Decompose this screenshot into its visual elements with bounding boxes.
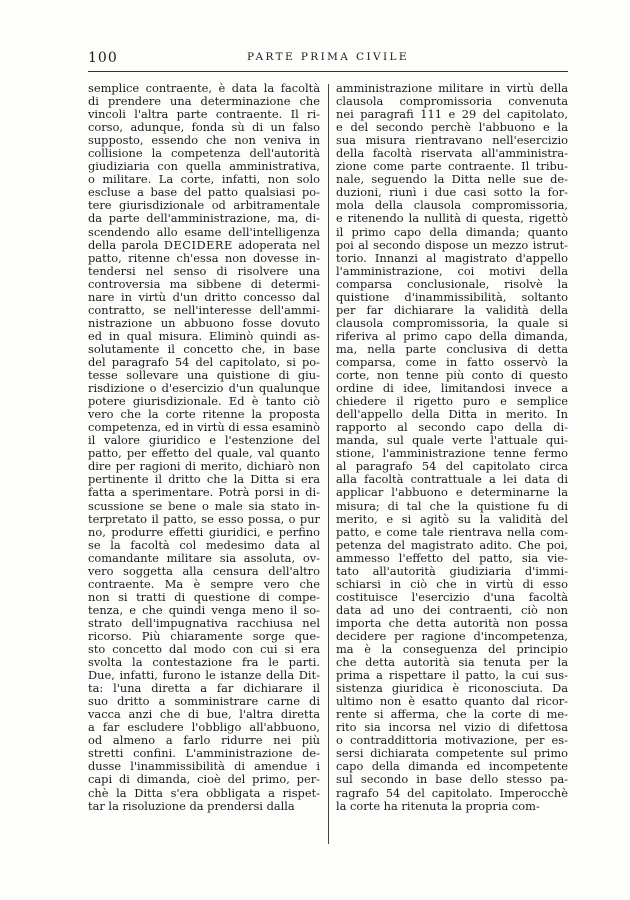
text-line: dusse l'inammissibilità di amendue i — [88, 759, 320, 774]
small-caps-word: DECIDERE — [163, 237, 233, 252]
text-line: comparsa, come in fatto osservò la — [336, 354, 568, 369]
text-line: il valore giuridico e l'estenzione del — [88, 433, 320, 448]
text-line: ordine di idee, limitandosi invece a — [336, 381, 568, 396]
text-line: duzioni, riunì i due casi sotto la for- — [336, 185, 568, 200]
text-line: scussione se bene o male sia stato in- — [88, 498, 320, 513]
text-line: sul secondo in base dello stesso pa- — [336, 772, 568, 787]
text-line: alla facoltà contrattuale a lei data di — [336, 472, 568, 487]
text-line: competenza, ed in virtù di essa esaminò — [88, 420, 320, 435]
text-line: svolta la contestazione fra le parti. — [88, 655, 320, 670]
text-line: decidere per ragione d'incompetenza, — [336, 628, 568, 643]
text-line: ricorso. Più chiaramente sorge que- — [88, 628, 320, 643]
text-line: della parola DECIDERE adoperata nel — [88, 237, 320, 252]
text-line: corte, non tenne più conto di questo — [336, 368, 568, 383]
text-line: ammesso l'effetto del patto, sia vie- — [336, 550, 568, 565]
text-line: patto, per effetto del quale, val quanto — [88, 446, 320, 461]
header-rule — [88, 71, 568, 72]
text-line: contratto, se nell'interesse dell'ammi- — [88, 302, 320, 317]
text-line: mola della clausola compromissoria, — [336, 198, 568, 213]
text-line: tenza, e che quindi venga meno il so- — [88, 602, 320, 617]
text-line: clausola compromissoria convenuta — [336, 94, 568, 109]
text-line: ragrafo 54 del capitolato. Imperocchè — [336, 785, 568, 800]
text-line: comparsa conclusionale, risolvè la — [336, 276, 568, 291]
text-line: risdizione o d'esercizio d'un qualunque — [88, 381, 320, 396]
text-line: poi al secondo dispose un mezzo istrut- — [336, 237, 568, 252]
text-line: ma, nella parte conclusiva di detta — [336, 341, 568, 356]
text-line: quistione d'inammissibilità, soltanto — [336, 289, 568, 304]
text-line: sersi dichiarata competente sul primo — [336, 746, 568, 761]
text-line: tato all'autorità giudiziaria d'immi- — [336, 563, 568, 578]
text-line: di prendere una determinazione che — [88, 94, 320, 109]
text-line: terpretato il patto, se esso possa, o pur — [88, 511, 320, 526]
text-line: applicar l'abbuono e determinarne la — [336, 485, 568, 500]
text-line: supposto, essendo che non veniva in — [88, 133, 320, 148]
text-line: no, produrre effetti giuridici, e perfino — [88, 524, 320, 539]
text-line: Due, infatti, furono le istanze della Dit- — [88, 668, 320, 683]
text-line: ed in qual misura. Eliminò quindi as- — [88, 328, 320, 343]
text-line: scendendo allo esame dell'intelligenza — [88, 224, 320, 239]
text-line: zione come parte contraente. Il tribu- — [336, 159, 568, 174]
text-line: dire per ragioni di merito, dichiarò non — [88, 459, 320, 474]
text-line: fatta a sperimentare. Potrà porsi in di- — [88, 485, 320, 500]
page-header — [88, 50, 568, 70]
text-line: stione, l'amministrazione tenne fermo — [336, 446, 568, 461]
text-line: sua misura rientravano nell'esercizio — [336, 133, 568, 148]
text-line: patto, e come tale rientrava nella com- — [336, 524, 568, 539]
running-head: PARTE PRIMA CIVILE — [247, 51, 409, 63]
text-line: ultimo non è esatto quanto dal ricor- — [336, 694, 568, 709]
text-line: nistrazione un abbuono fosse dovuto — [88, 315, 320, 330]
text-line: solutamente il concetto che, in base — [88, 341, 320, 356]
text-line: giudiziaria con quella amministrativa, — [88, 159, 320, 174]
text-line: sistenza giuridica è riconosciuta. Da — [336, 681, 568, 696]
text-line: data ad uno dei contraenti, ciò non — [336, 602, 568, 617]
text-line: collisione la competenza dell'autorità — [88, 146, 320, 161]
text-line: chè la Ditta s'era obbligata a rispet- — [88, 785, 320, 800]
text-line: clausola compromissoria, la quale si — [336, 315, 568, 330]
text-line: rito sia incorsa nel vizio di difettosa — [336, 720, 568, 735]
text-line: semplice contraente, è data la facoltà — [88, 81, 320, 95]
text-line: l'amministrazione, coi motivi della — [336, 263, 568, 278]
text-line: rente si afferma, che la corte di me- — [336, 707, 568, 722]
text-line: torio. Innanzi al magistrato d'appello — [336, 250, 568, 265]
text-line: contraente. Ma è sempre vero che — [88, 576, 320, 591]
text-line: nale, seguendo la Ditta nelle sue de- — [336, 172, 568, 187]
text-line: importa che detta autorità non possa — [336, 615, 568, 630]
text-line: e del secondo perchè l'abbuono e la — [336, 120, 568, 135]
text-line: schiarsi in ciò che in virtù di esso — [336, 576, 568, 591]
text-line: misura; di tal che la quistione fu di — [336, 498, 568, 513]
text-line: escluse a base del patto qualsiasi po- — [88, 185, 320, 200]
text-line: il primo capo della dimanda; quanto — [336, 224, 568, 239]
text-line: ma è la conseguenza del principio — [336, 642, 568, 657]
text-line: da parte dell'amministrazione, ma, di- — [88, 211, 320, 226]
text-line: non si tratti di questione di compe- — [88, 589, 320, 604]
text-line: dell'appello della Ditta in merito. In — [336, 407, 568, 422]
text-line: od almeno a farlo ridurre nei più — [88, 733, 320, 748]
text-line: nare in virtù d'un dritto concesso dal — [88, 289, 320, 304]
text-line: tere giurisdizionale od arbitramentale — [88, 198, 320, 213]
text-line: del paragrafo 54 del capitolato, si po- — [88, 354, 320, 369]
text-line: ta: l'una diretta a far dichiarare il — [88, 681, 320, 696]
text-line: per far dichiarare la validità della — [336, 302, 568, 317]
page-number: 100 — [88, 50, 118, 66]
text-line: petenza del magistrato adito. Che poi, — [336, 537, 568, 552]
text-line: tesse sollevare una quistione di giu- — [88, 368, 320, 383]
text-line: strato dell'impugnativa racchiusa nel — [88, 615, 320, 630]
text-line: nei paragrafi 111 e 29 del capitolato, — [336, 107, 568, 122]
column-divider — [328, 84, 329, 844]
text-line: la corte ha ritenuta la propria com- — [336, 798, 540, 813]
text-line: potere giurisdizionale. Ed è tanto ciò — [88, 394, 320, 409]
text-line: comandante militare sia assoluta, ov- — [88, 550, 320, 565]
text-line: a far escludere l'obbligo all'abbuono, — [88, 720, 320, 735]
left-column — [88, 82, 320, 813]
text-line: sto concetto dal modo con cui si era — [88, 642, 320, 657]
text-line: tar la risoluzione da prendersi dalla — [88, 798, 295, 813]
text-line: e ritenendo la nullità di questa, rigettò — [336, 211, 568, 226]
text-line: capo della dimanda ed incompetente — [336, 759, 568, 774]
text-line: o militare. La corte, infatti, non solo — [88, 172, 320, 187]
text-line: della facoltà riservata all'amministra- — [336, 146, 568, 161]
text-line: tendersi nel senso di risolvere una — [88, 263, 320, 278]
text-line: chiedere il rigetto puro e semplice — [336, 394, 568, 409]
text-line: corso, adunque, fonda sù di un falso — [88, 120, 320, 135]
text-line: manda, sul quale verte l'attuale qui- — [336, 433, 568, 448]
text-line: che detta autorità sia tenuta per la — [336, 655, 568, 670]
text-line: costituisce l'esercizio d'una facoltà — [336, 589, 568, 604]
text-line: merito, e si agitò su la validità del — [336, 511, 568, 526]
text-line: vincoli l'altra parte contraente. Il ri- — [88, 107, 320, 122]
text-line: pertinente il dritto che la Ditta si era — [88, 472, 320, 487]
text-line: prima a rispettare il patto, la cui sus- — [336, 668, 568, 683]
text-line: patto, ritenne ch'essa non dovesse in- — [88, 250, 320, 265]
text-line: vacca anzi che di bue, l'altra diretta — [88, 707, 320, 722]
text-line: vero soggetta alla censura dell'altro — [88, 563, 320, 578]
text-line: suo dritto a somministrare carne di — [88, 694, 320, 709]
text-line: rapporto al secondo capo della di- — [336, 420, 568, 435]
text-line: al paragrafo 54 del capitolato circa — [336, 459, 568, 474]
text-line: se la facoltà col medesimo data al — [88, 537, 320, 552]
text-line: riferiva al primo capo della dimanda, — [336, 328, 568, 343]
text-line: amministrazione militare in virtù della — [336, 81, 568, 95]
text-line: stretti confini. L'amministrazione de- — [88, 746, 320, 761]
text-line: capi di dimanda, cioè del primo, per- — [88, 772, 320, 787]
text-line: controversia ma sibbene di determi- — [88, 276, 320, 291]
text-line: o contraddittoria motivazione, per es- — [336, 733, 568, 748]
text-line: vero che la corte ritenne la proposta — [88, 407, 320, 422]
right-column — [336, 82, 568, 813]
